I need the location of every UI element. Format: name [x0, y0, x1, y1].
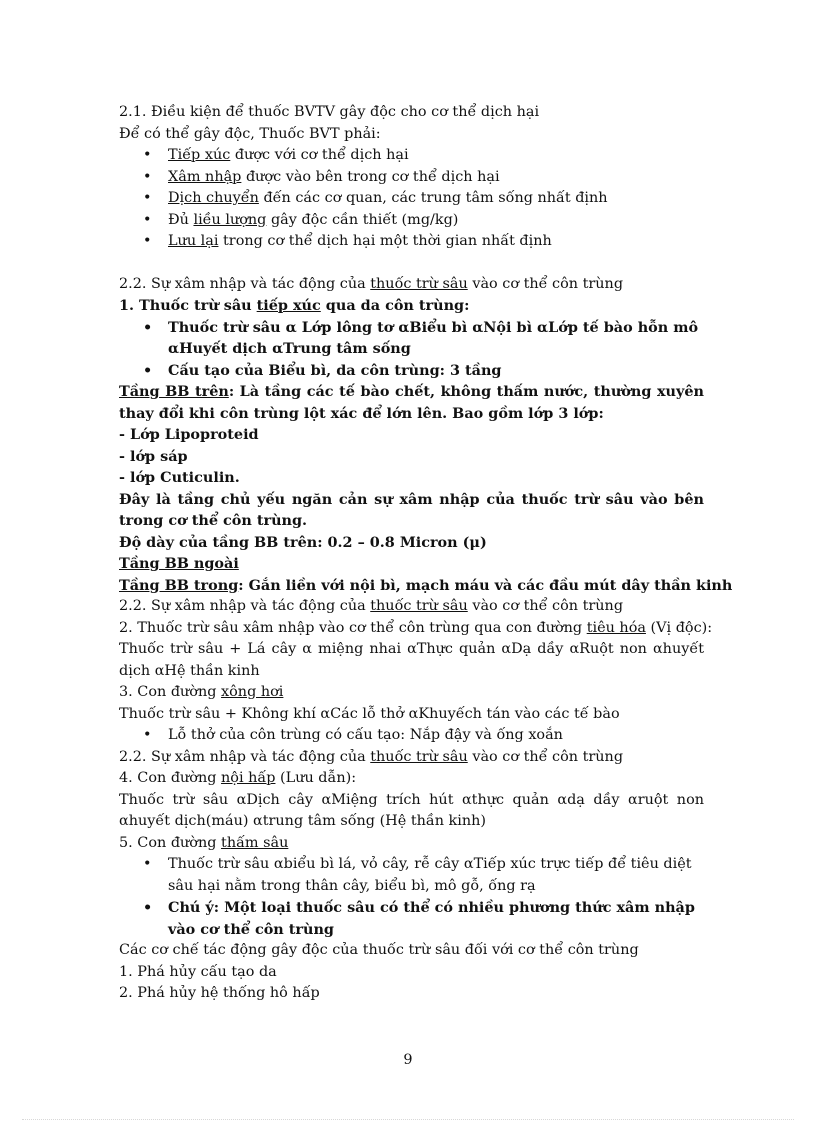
text-segment: Thuốc trừ sâu α Lớp lông tơ αBiểu bì αNội bì αLớp tế bào hỗn mô αHuyết dịch αTrung tâm sống — [168, 318, 699, 357]
bullet-item — [119, 210, 704, 232]
document-body — [119, 102, 733, 1005]
underlined-term: tiếp xúc — [256, 297, 321, 314]
text-segment: 3. Con đường — [119, 684, 222, 700]
text-segment: Đây là tầng chủ yếu ngăn cản sự xâm nhập của thuốc trừ sâu vào bên trong cơ thể côn trùng. — [119, 490, 704, 529]
bullet-glyph: • — [143, 168, 152, 185]
text-line — [119, 596, 704, 618]
underlined-term: Lưu lại — [168, 233, 219, 249]
bullet-item — [119, 188, 704, 210]
text-segment: 1. Thuốc trừ sâu — [119, 297, 257, 314]
bullet-item — [119, 725, 704, 747]
bullet-item — [119, 360, 704, 382]
underlined-term: tiêu hóa — [586, 619, 646, 636]
underlined-term: thuốc trừ sâu — [370, 748, 468, 765]
bullet-glyph: • — [143, 727, 152, 743]
page-number: 9 — [403, 1052, 413, 1068]
text-line — [119, 704, 704, 726]
text-line — [119, 295, 704, 317]
text-segment: qua da côn trùng: — [320, 297, 470, 314]
text-segment: Thuốc trừ sâu + Không khí αCác lỗ thở αKhuyếch tán vào các tế bào — [119, 705, 620, 722]
text-segment: 2.1. Điều kiện để thuốc BVTV gây độc cho cơ thể dịch hại — [119, 104, 540, 120]
page-bottom-rule — [22, 1119, 794, 1120]
bullet-item — [119, 897, 704, 940]
bullet-glyph: • — [143, 211, 152, 228]
underlined-term: thuốc trừ sâu — [370, 275, 468, 292]
text-line — [119, 833, 704, 855]
underlined-term: Tiếp xúc — [168, 147, 231, 163]
text-segment: Thuốc trừ sâu + Lá cây α miệng nhai αThực quản αDạ dầy αRuột non αhuyết dịch αHệ thần kinh — [119, 641, 704, 679]
text-segment: : Gắn liền với nội bì, mạch máu và các đầu mút dây thần kinh — [238, 576, 733, 594]
text-segment: vào cơ thể côn trùng — [467, 748, 624, 765]
text-line — [119, 446, 704, 468]
text-line — [119, 381, 704, 424]
text-segment: 5. Con đường — [119, 834, 222, 851]
text-segment: - Lớp Lipoproteid — [119, 426, 259, 443]
bullet-item — [119, 145, 704, 167]
text-line — [119, 940, 704, 962]
text-segment: Độ dày của tầng BB trên: 0.2 – 0.8 Micron (μ) — [119, 533, 487, 551]
bullet-item — [119, 854, 704, 897]
text-segment: vào cơ thể côn trùng — [467, 598, 624, 614]
text-line — [119, 274, 704, 296]
underlined-term: xông hơi — [221, 684, 284, 700]
bullet-glyph: • — [143, 233, 152, 249]
underlined-term: liều lượng — [193, 211, 267, 228]
text-segment: Chú ý: Một loại thuốc sâu có thể có nhiều phương thức xâm nhập vào cơ thể côn trùng — [168, 899, 695, 938]
text-segment: trong cơ thể dịch hại một thời gian nhất định — [218, 233, 552, 249]
bullet-glyph: • — [143, 361, 153, 379]
text-line — [119, 962, 704, 984]
underlined-term: Xâm nhập — [168, 168, 242, 185]
underlined-term: Tầng BB trong — [119, 576, 239, 594]
text-segment: Cấu tạo của Biểu bì, da côn trùng: 3 tầng — [168, 361, 502, 379]
text-segment: được với cơ thể dịch hại — [230, 147, 409, 163]
bullet-item — [119, 231, 704, 253]
text-segment: 2. Phá hủy hệ thống hô hấp — [119, 985, 320, 1001]
text-line — [119, 983, 704, 1005]
text-line — [119, 489, 704, 532]
text-segment: vào cơ thể côn trùng — [467, 275, 624, 292]
underlined-term: Tầng BB trên — [119, 383, 229, 400]
text-segment: - lớp sáp — [119, 447, 188, 465]
text-segment: 4. Con đường — [119, 770, 222, 786]
bullet-glyph: • — [143, 147, 152, 163]
text-segment: (Lưu dẫn): — [275, 770, 357, 786]
bullet-glyph: • — [143, 856, 152, 872]
underlined-term: Tầng BB ngoài — [119, 555, 239, 572]
text-line — [119, 424, 704, 446]
bullet-glyph: • — [143, 318, 153, 336]
underlined-term: thấm sâu — [221, 834, 289, 851]
text-segment: Thuốc trừ sâu αbiểu bì lá, vỏ cây, rễ cây αTiếp xúc trực tiếp để tiêu diệt sâu hại nằm trong thân cây, biểu bì, mô gỗ, ống rạ — [168, 856, 692, 894]
text-line — [119, 575, 733, 597]
bullet-glyph: • — [143, 899, 153, 916]
text-segment: Để có thể gây độc, Thuốc BVT phải: — [119, 125, 381, 142]
text-line — [119, 532, 704, 554]
text-line — [119, 618, 713, 640]
text-line — [119, 682, 704, 704]
underlined-term: nội hấp — [221, 770, 276, 786]
text-segment: gây độc cần thiết (mg/kg) — [266, 211, 459, 228]
text-segment: (Vị độc): — [645, 619, 713, 636]
text-segment: Lỗ thở của côn trùng có cấu tạo: Nắp đậy và ống xoắn — [168, 727, 563, 743]
text-segment: 2. Thuốc trừ sâu xâm nhập vào cơ thể côn trùng qua con đường — [119, 619, 587, 636]
text-line — [119, 553, 704, 575]
text-segment: Các cơ chế tác động gây độc của thuốc trừ sâu đối với cơ thể côn trùng — [119, 942, 639, 958]
bullet-item — [119, 167, 704, 189]
text-segment: đến các cơ quan, các trung tâm sống nhất định — [258, 190, 608, 206]
paragraph-gap — [119, 253, 704, 274]
text-segment: Đủ — [168, 211, 194, 228]
text-segment: 1. Phá hủy cấu tạo da — [119, 963, 277, 980]
underlined-term: thuốc trừ sâu — [370, 598, 468, 614]
underlined-term: Dịch chuyển — [168, 190, 259, 206]
text-line — [119, 467, 704, 489]
text-segment: 2.2. Sự xâm nhập và tác động của — [119, 748, 371, 765]
text-line — [119, 639, 704, 682]
text-line — [119, 768, 704, 790]
bullet-item — [119, 317, 704, 360]
text-line — [119, 124, 704, 146]
text-line — [119, 747, 704, 769]
text-segment: : Là tầng các tế bào chết, không thấm nước, thường xuyên thay đổi khi côn trùng lột xác để lớn lên. Bao gồm lớp 3 lớp: — [119, 383, 704, 422]
text-segment: 2.2. Sự xâm nhập và tác động của — [119, 275, 371, 292]
text-segment: - lớp Cuticulin. — [119, 469, 240, 486]
text-line — [119, 102, 704, 124]
text-segment: 2.2. Sự xâm nhập và tác động của — [119, 598, 371, 614]
bullet-glyph: • — [143, 190, 152, 206]
text-segment: Thuốc trừ sâu αDịch cây αMiệng trích hút αthực quản αdạ dầy αruột non αhuyết dịch(máu) αtrung tâm sống (Hệ thần kinh) — [119, 791, 704, 829]
text-line — [119, 790, 704, 833]
text-segment: được vào bên trong cơ thể dịch hại — [241, 168, 500, 185]
